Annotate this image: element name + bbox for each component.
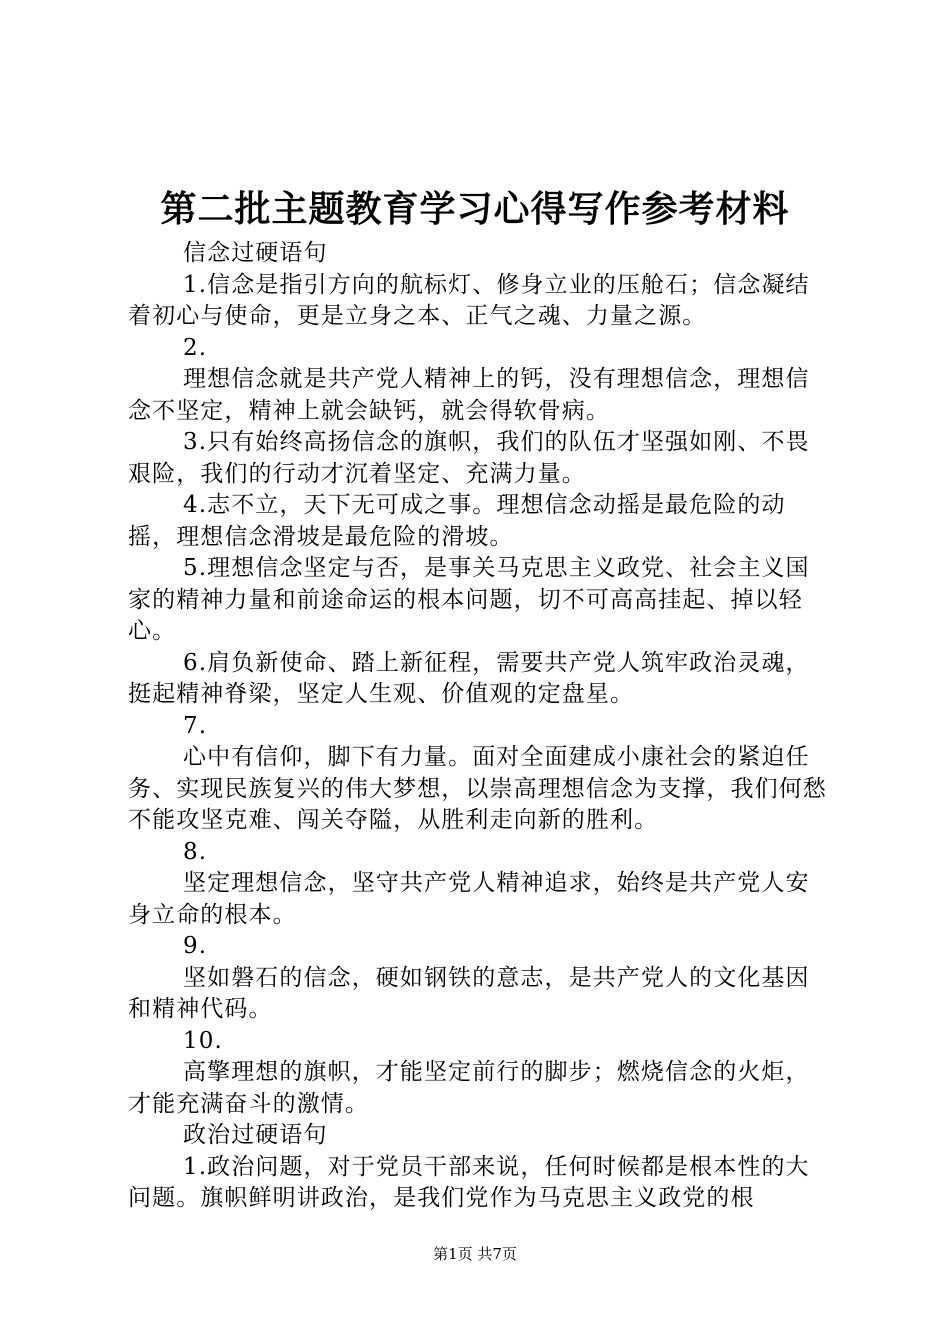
item-number: 7. [183, 712, 208, 739]
paragraph: 坚如磐石的信念，硬如钢铁的意志，是共产党人的文化基因和精神代码。 [128, 964, 810, 1022]
item-number: 2. [183, 334, 208, 361]
document-body [128, 238, 833, 1215]
paragraph: 3.只有始终高扬信念的旗帜，我们的队伍才坚强如刚、不畏艰险，我们的行动才沉着坚定、充满力量。 [128, 429, 810, 487]
document-title: 第二批主题教育学习心得写作参考材料 [160, 189, 790, 230]
paragraph: 心中有信仰，脚下有力量。面对全面建成小康社会的紧迫任务、实现民族复兴的伟大梦想，以崇高理想信念为支撑，我们何愁不能攻坚克难、闯关夺隘，从胜利走向新的胜利。 [128, 744, 827, 833]
paragraph: 1.政治问题，对于党员干部来说，任何时候都是根本性的大问题。旗帜鲜明讲政治，是我们党作为马克思主义政党的根 [128, 1153, 810, 1211]
paragraph: 理想信念就是共产党人精神上的钙，没有理想信念，理想信念不坚定，精神上就会缺钙，就会得软骨病。 [128, 366, 810, 424]
page-number-footer: 第1页 共7页 [433, 1245, 517, 1263]
paragraph: 1.信念是指引方向的航标灯、修身立业的压舱石；信念凝结着初心与使命，更是立身之本、正气之魂、力量之源。 [128, 271, 810, 329]
section-heading-politics: 政治过硬语句 [183, 1122, 328, 1148]
paragraph: 4.志不立，天下无可成之事。理想信念动摇是最危险的动摇，理想信念滑坡是最危险的滑坡。 [128, 492, 786, 550]
paragraph: 坚定理想信念，坚守共产党人精神追求，始终是共产党人安身立命的根本。 [128, 870, 810, 928]
item-number: 8. [183, 838, 208, 865]
item-number: 10. [183, 1027, 223, 1054]
section-heading-belief: 信念过硬语句 [183, 240, 328, 266]
paragraph: 5.理想信念坚定与否，是事关马克思主义政党、社会主义国家的精神力量和前途命运的根本问题，切不可高高挂起、掉以轻心。 [128, 555, 810, 644]
paragraph: 6.肩负新使命、踏上新征程，需要共产党人筑牢政治灵魂，挺起精神脊梁，坚定人生观、价值观的定盘星。 [128, 649, 810, 707]
paragraph: 高擎理想的旗帜，才能坚定前行的脚步；燃烧信念的火炬，才能充满奋斗的激情。 [128, 1059, 810, 1117]
item-number: 9. [183, 933, 208, 959]
